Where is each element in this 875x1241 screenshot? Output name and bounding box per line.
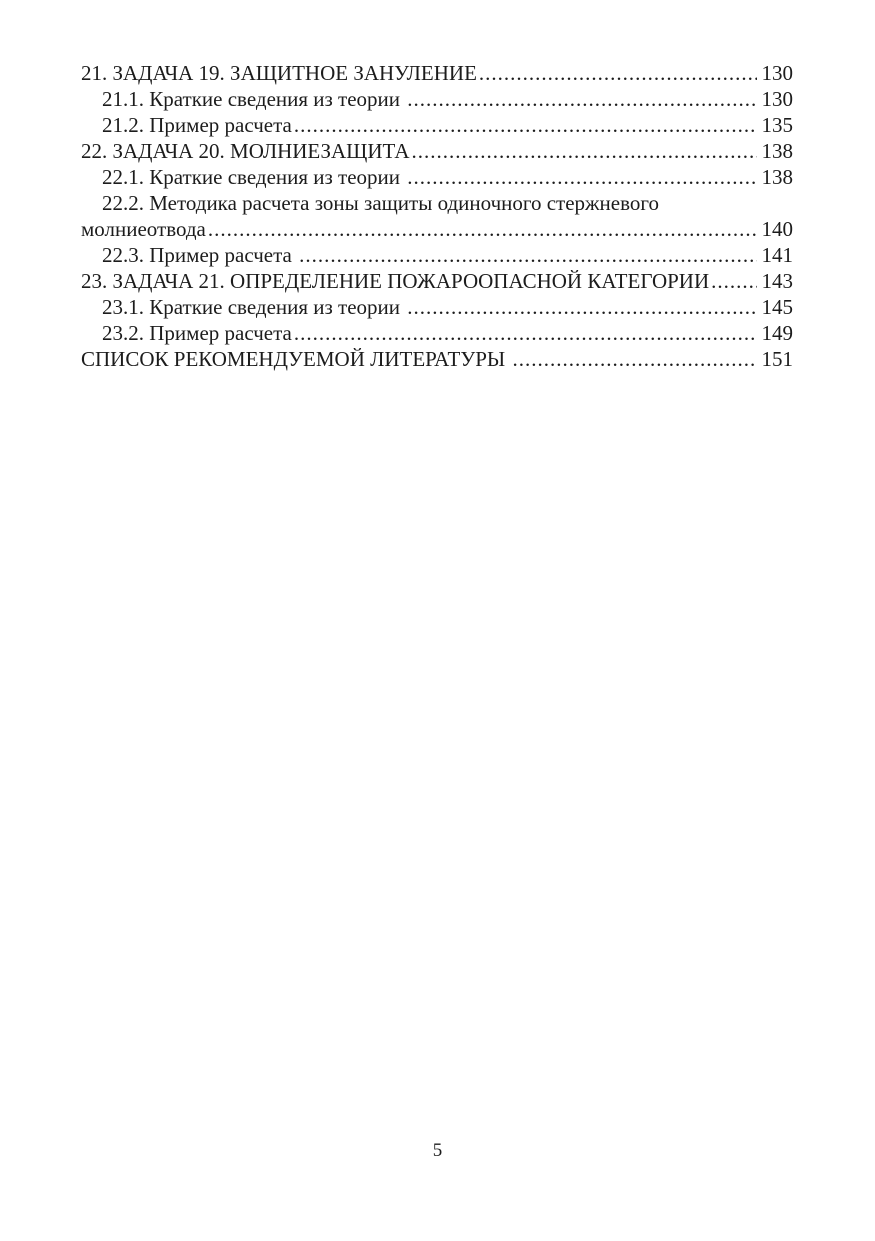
toc-dot-leader: [711, 268, 756, 294]
toc-entry-page-number: 143: [761, 269, 793, 293]
toc-dot-leader: [208, 216, 757, 242]
toc-dot-leader: [512, 346, 756, 372]
toc-entry-page-number: 138: [761, 139, 793, 163]
toc-entry-page-number: 135: [761, 113, 793, 137]
toc-entry-label: 23. ЗАДАЧА 21. ОПРЕДЕЛЕНИЕ ПОЖАРООПАСНОЙ КАТЕГОРИИ: [81, 269, 710, 293]
toc-dot-leader: [294, 320, 757, 346]
toc-entry: [81, 268, 793, 294]
toc-entry: [81, 190, 793, 216]
toc-entry-label: 21.1. Краткие сведения из теории: [102, 87, 406, 111]
toc-entry-page-number: 141: [761, 243, 793, 267]
toc-dot-leader: [407, 294, 756, 320]
toc-entry: [81, 164, 793, 190]
toc-entry-label: СПИСОК РЕКОМЕНДУЕМОЙ ЛИТЕРАТУРЫ: [81, 347, 511, 371]
toc-entry-page-number: 145: [761, 295, 793, 319]
toc-entry-label: 22.1. Краткие сведения из теории: [102, 165, 406, 189]
toc-entry-page-number: 151: [761, 347, 793, 371]
toc-entry-label: 23.1. Краткие сведения из теории: [102, 295, 406, 319]
toc-dot-leader: [407, 164, 756, 190]
toc-entry-page-number: 140: [761, 217, 793, 241]
toc-entry: [81, 320, 793, 346]
toc-entry: [81, 112, 793, 138]
toc-entry-label: 23.2. Пример расчета: [102, 321, 292, 345]
toc-entry: [81, 138, 793, 164]
toc-entry-label: 21. ЗАДАЧА 19. ЗАЩИТНОЕ ЗАНУЛЕНИЕ: [81, 61, 477, 85]
toc-dot-leader: [411, 138, 756, 164]
page-number: 5: [432, 1140, 443, 1161]
toc-entry: [81, 346, 793, 372]
toc-entry-label: молниеотвода: [81, 217, 206, 241]
page-footer: [0, 1140, 875, 1162]
toc-entry-page-number: 149: [761, 321, 793, 345]
table-of-contents: [81, 60, 793, 372]
toc-dot-leader: [299, 242, 756, 268]
toc-entry: [81, 294, 793, 320]
toc-entry-label: 22.3. Пример расчета: [102, 243, 298, 267]
toc-dot-leader: [407, 86, 756, 112]
toc-dot-leader: [479, 60, 757, 86]
toc-entry-label: 22.2. Методика расчета зоны защиты одиночного стержневого: [102, 191, 659, 215]
toc-entry: [81, 216, 793, 242]
toc-entry: [81, 86, 793, 112]
toc-entry-page-number: 138: [761, 165, 793, 189]
toc-entry-page-number: 130: [761, 61, 793, 85]
toc-entry: [81, 60, 793, 86]
toc-dot-leader: [294, 112, 757, 138]
toc-entry-label: 22. ЗАДАЧА 20. МОЛНИЕЗАЩИТА: [81, 139, 410, 163]
toc-entry-label: 21.2. Пример расчета: [102, 113, 292, 137]
toc-entry: [81, 242, 793, 268]
toc-entry-page-number: 130: [761, 87, 793, 111]
